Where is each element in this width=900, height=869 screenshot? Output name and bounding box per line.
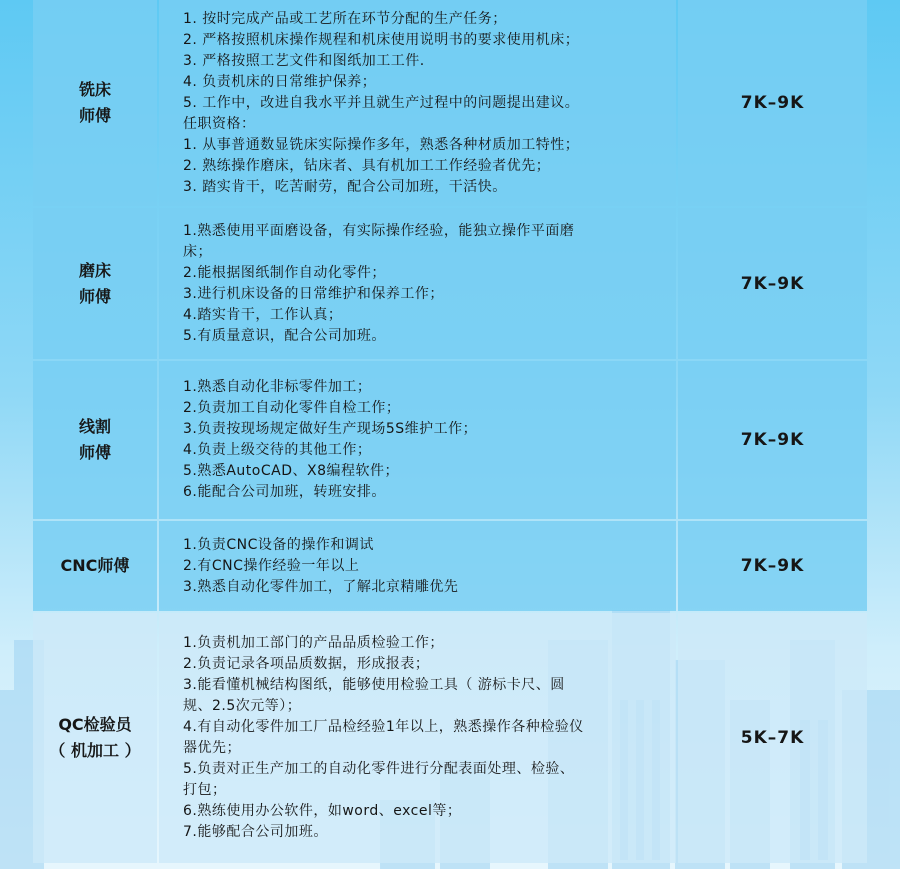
job-duty-item: 任职资格：: [183, 115, 256, 132]
job-duties-list: [183, 633, 584, 843]
job-salary: 7K–9K: [678, 208, 867, 359]
job-title: 磨床 师傅: [78, 260, 111, 306]
job-duty-item: 3.能看懂机械结构图纸，能够使用检验工具（ 游标卡尺、圆: [183, 677, 565, 693]
job-duty-item: 6.能配合公司加班，转班安排。: [183, 484, 386, 500]
job-duty-item: 2.能根据图纸制作自动化零件；: [183, 264, 386, 281]
job-duty-item: 2.有CNC操作经验一年以上: [183, 557, 360, 574]
job-title-cell: [33, 361, 157, 519]
job-duty-item: 5. 工作中，改进自我水平并且就生产过程中的问题提出建议。: [183, 94, 580, 111]
job-salary: 7K–9K: [678, 361, 867, 519]
job-row-wire-cutting: [33, 361, 867, 519]
job-duty-item: 1.负责机加工部门的产品品质检验工作；: [183, 635, 444, 651]
job-duty-item: 5.有质量意识，配合公司加班。: [183, 327, 386, 344]
job-duty-item: 器优先；: [183, 740, 241, 756]
job-duty-item: 5.负责对正生产加工的自动化零件进行分配表面处理、检验、: [183, 761, 575, 777]
job-duties-cell: [159, 0, 676, 206]
job-duty-item: 1.熟悉使用平面磨设备，有实际操作经验，能独立操作平面磨: [183, 222, 575, 239]
job-title-cell: [33, 208, 157, 359]
job-duty-item: 6.熟练使用办公软件，如word、excel等；: [183, 803, 462, 819]
job-title: 铣床 师傅: [78, 80, 111, 125]
job-duty-item: 2. 熟练操作磨床，钻床者、具有机加工工作经验者优先；: [183, 157, 551, 174]
job-duty-item: 3. 严格按照工艺文件和图纸加工工件.: [183, 52, 425, 69]
job-duty-item: 1. 从事普通数显铣床实际操作多年，熟悉各种材质加工特性；: [183, 136, 580, 153]
job-duties-cell: [159, 613, 676, 863]
job-duty-item: 2. 严格按照机床操作规程和机床使用说明书的要求使用机床；: [183, 31, 580, 48]
job-duty-item: 3. 踏实肯干，吃苦耐劳，配合公司加班，干活快。: [183, 178, 507, 195]
job-duty-item: 2.负责加工自动化零件自检工作；: [183, 400, 401, 416]
job-title-cell: [33, 0, 157, 206]
job-title: CNC师傅: [60, 556, 130, 575]
job-duty-item: 1. 按时完成产品或工艺所在环节分配的生产任务；: [183, 10, 507, 27]
job-row-milling: [33, 0, 867, 206]
job-duties-list: [183, 221, 574, 347]
job-table: [33, 0, 867, 865]
job-title-cell: [33, 613, 157, 863]
job-duty-item: 打包；: [183, 782, 227, 798]
job-row-qc: [33, 613, 867, 863]
job-duty-item: 规、2.5次元等）；: [183, 698, 302, 714]
job-duty-item: 4.踏实肯干，工作认真；: [183, 306, 343, 323]
job-duty-item: 3.熟悉自动化零件加工，了解北京精雕优先: [183, 578, 459, 595]
job-duty-item: 3.进行机床设备的日常维护和保养工作；: [183, 285, 444, 302]
job-duty-item: 1.熟悉自动化非标零件加工；: [183, 379, 372, 395]
job-duty-item: 7.能够配合公司加班。: [183, 824, 328, 840]
job-duty-item: 3.负责按现场规定做好生产现场5S维护工作；: [183, 421, 478, 437]
job-duties-list: [183, 9, 579, 198]
job-title: QC检验员 （ 机加工 ）: [49, 715, 141, 760]
job-duty-item: 1.负责CNC设备的操作和调试: [183, 536, 374, 553]
job-duties-list: [183, 377, 477, 503]
job-duties-cell: [159, 521, 676, 611]
job-salary: 7K–9K: [678, 521, 867, 611]
job-duty-item: 4.有自动化零件加工厂品检经验1年以上，熟悉操作各种检验仪: [183, 719, 584, 735]
job-duty-item: 5.熟悉AutoCAD、X8编程软件；: [183, 463, 399, 479]
job-duties-list: [183, 535, 458, 598]
job-duties-cell: [159, 361, 676, 519]
job-duty-item: 4. 负责机床的日常维护保养；: [183, 73, 377, 90]
job-salary: 7K–9K: [678, 0, 867, 206]
job-title: 线割 师傅: [78, 417, 111, 462]
job-salary: 5K–7K: [678, 613, 867, 863]
job-row-grinding: [33, 208, 867, 359]
job-duties-cell: [159, 208, 676, 359]
job-duty-item: 2.负责记录各项品质数据，形成报表；: [183, 656, 430, 672]
job-duty-item: 床；: [183, 243, 212, 260]
job-row-cnc: [33, 521, 867, 611]
job-title-cell: [33, 521, 157, 611]
job-duty-item: 4.负责上级交待的其他工作；: [183, 442, 372, 458]
